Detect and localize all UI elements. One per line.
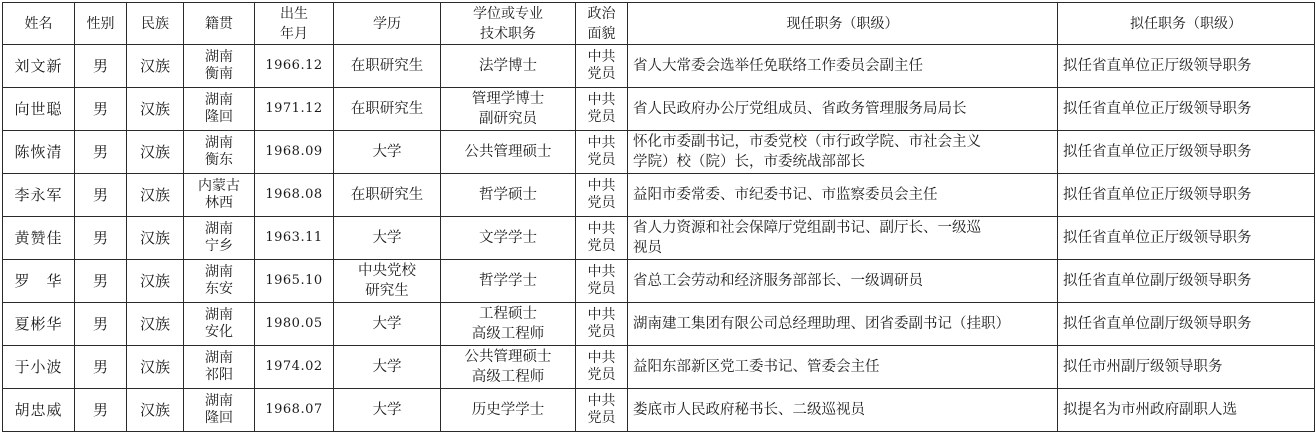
cell-origin: [184, 174, 255, 217]
table-row: [3, 389, 1315, 432]
cell-party-line: 中共: [587, 92, 616, 108]
cell-origin-line: 林西: [205, 195, 233, 211]
cell-party: [576, 131, 628, 174]
cell-party-line: 党员: [587, 410, 616, 426]
cell-current-position: [628, 346, 1058, 389]
cell-current-position: [628, 260, 1058, 303]
cell-gender: 男: [75, 217, 127, 260]
cell-origin-line: 湖南: [205, 307, 233, 323]
cell-party: [576, 45, 628, 88]
cell-party-line: 党员: [587, 281, 616, 297]
cell-education: [334, 174, 441, 217]
cell-name: 夏彬华: [3, 303, 75, 346]
cell-ethnicity: 汉族: [127, 174, 184, 217]
cell-education-line: 中央党校: [358, 263, 416, 279]
cell-party-line: 党员: [587, 109, 616, 125]
cell-degree-line: 历史学学士: [471, 402, 545, 418]
cell-ethnicity: 汉族: [127, 346, 184, 389]
header-origin: 籍贯: [184, 3, 255, 45]
cell-education: [334, 217, 441, 260]
cell-name: 于小波: [3, 346, 75, 389]
header-ethnicity: 民族: [127, 3, 184, 45]
cell-ethnicity: 汉族: [127, 45, 184, 88]
cell-gender: 男: [75, 131, 127, 174]
cell-origin: [184, 346, 255, 389]
cell-birth: 1980.05: [255, 303, 334, 346]
cell-birth: 1968.07: [255, 389, 334, 432]
table-row: [3, 260, 1315, 303]
cell-education-line: 大学: [372, 230, 402, 246]
cell-origin: [184, 45, 255, 88]
cell-party: [576, 217, 628, 260]
header-gender: 性别: [75, 3, 127, 45]
cell-degree-line: 文学学士: [479, 230, 537, 246]
cell-current-position: [628, 389, 1058, 432]
cell-degree: [441, 217, 576, 260]
cell-party-line: 党员: [587, 324, 616, 340]
header-name: 姓名: [3, 3, 75, 45]
cell-degree: [441, 88, 576, 131]
cell-birth: 1974.02: [255, 346, 334, 389]
cell-birth: 1968.08: [255, 174, 334, 217]
cell-education: [334, 260, 441, 303]
header-proposed-position: 拟任职务（职级）: [1058, 3, 1315, 45]
cell-education-line: 大学: [372, 316, 402, 332]
cell-current-position-line: 省总工会劳动和经济服务部部长、一级调研员: [633, 273, 923, 289]
cell-current-position-line: 学院）校（院）长，市委统战部部长: [633, 154, 865, 170]
cell-current-position: [628, 88, 1058, 131]
table-row: [3, 174, 1315, 217]
cell-degree-line: 哲学学士: [479, 273, 537, 289]
table-row: [3, 131, 1315, 174]
cell-ethnicity: 汉族: [127, 303, 184, 346]
cell-party: [576, 389, 628, 432]
candidate-table: [2, 2, 1315, 432]
cell-proposed-position: 拟任省直单位正厅级领导职务: [1058, 174, 1315, 217]
cell-ethnicity: 汉族: [127, 260, 184, 303]
cell-current-position: [628, 174, 1058, 217]
cell-birth: 1966.12: [255, 45, 334, 88]
cell-degree-line: 法学博士: [479, 58, 537, 74]
cell-proposed-position: 拟任省直单位副厅级领导职务: [1058, 260, 1315, 303]
header-education: 学历: [334, 3, 441, 45]
header-party-line: 面貌: [587, 25, 616, 42]
cell-origin-line: 衡南: [205, 66, 233, 82]
cell-education: [334, 346, 441, 389]
cell-origin-line: 湖南: [205, 264, 233, 280]
cell-party-line: 中共: [587, 221, 616, 237]
cell-education: [334, 131, 441, 174]
cell-party: [576, 88, 628, 131]
cell-party-line: 中共: [587, 350, 616, 366]
cell-name: 罗 华: [3, 260, 75, 303]
header-birth-line: 出生: [280, 5, 308, 22]
cell-origin-line: 湖南: [205, 49, 233, 65]
cell-name: 李永军: [3, 174, 75, 217]
cell-birth: 1968.09: [255, 131, 334, 174]
cell-degree: [441, 174, 576, 217]
cell-education-line: 大学: [372, 359, 402, 375]
cell-name: 黄赞佳: [3, 217, 75, 260]
cell-education: [334, 88, 441, 131]
cell-degree: [441, 260, 576, 303]
candidate-table-container: [2, 2, 1315, 432]
cell-origin-line: 湖南: [205, 221, 233, 237]
cell-name: 胡忠威: [3, 389, 75, 432]
cell-origin-line: 湖南: [205, 350, 233, 366]
cell-degree-line: 公共管理硕士: [464, 349, 552, 365]
cell-party: [576, 260, 628, 303]
cell-party: [576, 346, 628, 389]
cell-gender: 男: [75, 45, 127, 88]
cell-education-line: 在职研究生: [350, 58, 424, 74]
cell-birth: 1963.11: [255, 217, 334, 260]
table-row: [3, 45, 1315, 88]
table-row: [3, 303, 1315, 346]
header-degree-line: 学位或专业: [473, 5, 543, 22]
cell-ethnicity: 汉族: [127, 217, 184, 260]
table-row: [3, 88, 1315, 131]
cell-current-position-line: 省人大常委会选举任免联络工作委员会副主任: [633, 58, 923, 74]
cell-degree: [441, 346, 576, 389]
cell-education-line: 在职研究生: [350, 187, 424, 203]
header-degree: [441, 3, 576, 45]
cell-origin-line: 湖南: [205, 393, 233, 409]
cell-origin-line: 隆回: [205, 109, 233, 125]
cell-degree: [441, 45, 576, 88]
header-birth: [255, 3, 334, 45]
cell-party-line: 中共: [587, 264, 616, 280]
cell-origin: [184, 217, 255, 260]
header-degree-line: 技术职务: [480, 25, 536, 42]
cell-origin: [184, 389, 255, 432]
cell-gender: 男: [75, 346, 127, 389]
cell-name: 刘文新: [3, 45, 75, 88]
cell-current-position-line: 怀化市委副书记，市委党校（市行政学院、市社会主义: [633, 134, 981, 150]
cell-origin-line: 隆回: [205, 410, 233, 426]
cell-party: [576, 174, 628, 217]
cell-degree-line: 管理学博士: [471, 91, 545, 107]
cell-party-line: 中共: [587, 307, 616, 323]
header-current-position: 现任职务（职级）: [628, 3, 1058, 45]
cell-current-position-line: 娄底市人民政府秘书长、二级巡视员: [633, 402, 865, 418]
cell-education-line: 大学: [372, 144, 402, 160]
cell-current-position: [628, 217, 1058, 260]
cell-current-position-line: 省人民政府办公厅党组成员、省政务管理服务局局长: [633, 101, 967, 117]
cell-gender: 男: [75, 174, 127, 217]
cell-party-line: 中共: [587, 49, 616, 65]
cell-proposed-position: 拟任省直单位正厅级领导职务: [1058, 217, 1315, 260]
cell-education: [334, 303, 441, 346]
header-party-line: 政治: [587, 5, 616, 22]
cell-degree: [441, 131, 576, 174]
cell-degree: [441, 303, 576, 346]
cell-origin-line: 安化: [205, 324, 233, 340]
cell-origin: [184, 260, 255, 303]
cell-birth: 1965.10: [255, 260, 334, 303]
cell-name: 陈恢清: [3, 131, 75, 174]
cell-degree: [441, 389, 576, 432]
cell-current-position-line: 益阳市委常委、市纪委书记、市监察委员会主任: [633, 187, 938, 203]
cell-party-line: 党员: [587, 367, 616, 383]
cell-origin-line: 内蒙古: [198, 178, 240, 194]
cell-gender: 男: [75, 88, 127, 131]
cell-party-line: 党员: [587, 152, 616, 168]
cell-origin-line: 湖南: [205, 135, 233, 151]
cell-origin-line: 东安: [205, 281, 233, 297]
cell-party-line: 党员: [587, 195, 616, 211]
cell-origin: [184, 131, 255, 174]
cell-proposed-position: 拟任省直单位正厅级领导职务: [1058, 45, 1315, 88]
table-body: [3, 45, 1315, 432]
cell-current-position-line: 湖南建工集团有限公司总经理助理、团省委副书记（挂职）: [633, 316, 1010, 332]
cell-degree-line: 公共管理硕士: [464, 144, 552, 160]
cell-proposed-position: 拟任市州副厅级领导职务: [1058, 346, 1315, 389]
cell-current-position-line: 益阳东部新区党工委书记、管委会主任: [633, 359, 880, 375]
cell-education: [334, 389, 441, 432]
cell-gender: 男: [75, 303, 127, 346]
cell-degree-line: 工程硕士: [479, 306, 537, 322]
cell-party-line: 中共: [587, 178, 616, 194]
table-header-row: [3, 3, 1315, 45]
cell-current-position: [628, 45, 1058, 88]
cell-degree-line: 高级工程师: [471, 326, 545, 342]
cell-proposed-position: 拟任省直单位正厅级领导职务: [1058, 88, 1315, 131]
cell-party-line: 党员: [587, 66, 616, 82]
cell-current-position: [628, 303, 1058, 346]
cell-birth: 1971.12: [255, 88, 334, 131]
cell-gender: 男: [75, 260, 127, 303]
cell-current-position-line: 省人力资源和社会保障厅党组副书记、副厅长、一级巡: [633, 220, 981, 236]
cell-party-line: 中共: [587, 135, 616, 151]
cell-education-line: 在职研究生: [350, 101, 424, 117]
table-row: [3, 346, 1315, 389]
cell-current-position-line: 视员: [633, 240, 662, 256]
cell-origin-line: 衡东: [205, 152, 233, 168]
cell-origin-line: 祁阳: [205, 367, 233, 383]
cell-proposed-position: 拟任省直单位副厅级领导职务: [1058, 303, 1315, 346]
table-row: [3, 217, 1315, 260]
cell-party-line: 中共: [587, 393, 616, 409]
cell-party-line: 党员: [587, 238, 616, 254]
cell-education-line: 大学: [372, 402, 402, 418]
cell-degree-line: 副研究员: [479, 111, 537, 127]
cell-name: 向世聪: [3, 88, 75, 131]
cell-gender: 男: [75, 389, 127, 432]
cell-education: [334, 45, 441, 88]
cell-origin-line: 湖南: [205, 92, 233, 108]
header-party: [576, 3, 628, 45]
cell-degree-line: 高级工程师: [471, 369, 545, 385]
cell-origin: [184, 303, 255, 346]
cell-proposed-position: 拟任省直单位正厅级领导职务: [1058, 131, 1315, 174]
cell-origin: [184, 88, 255, 131]
header-birth-line: 年月: [280, 25, 308, 42]
cell-ethnicity: 汉族: [127, 389, 184, 432]
cell-proposed-position: 拟提名为市州政府副职人选: [1058, 389, 1315, 432]
cell-current-position: [628, 131, 1058, 174]
cell-ethnicity: 汉族: [127, 88, 184, 131]
cell-education-line: 研究生: [365, 283, 409, 299]
cell-ethnicity: 汉族: [127, 131, 184, 174]
cell-origin-line: 宁乡: [205, 238, 233, 254]
cell-party: [576, 303, 628, 346]
cell-degree-line: 哲学硕士: [479, 187, 537, 203]
